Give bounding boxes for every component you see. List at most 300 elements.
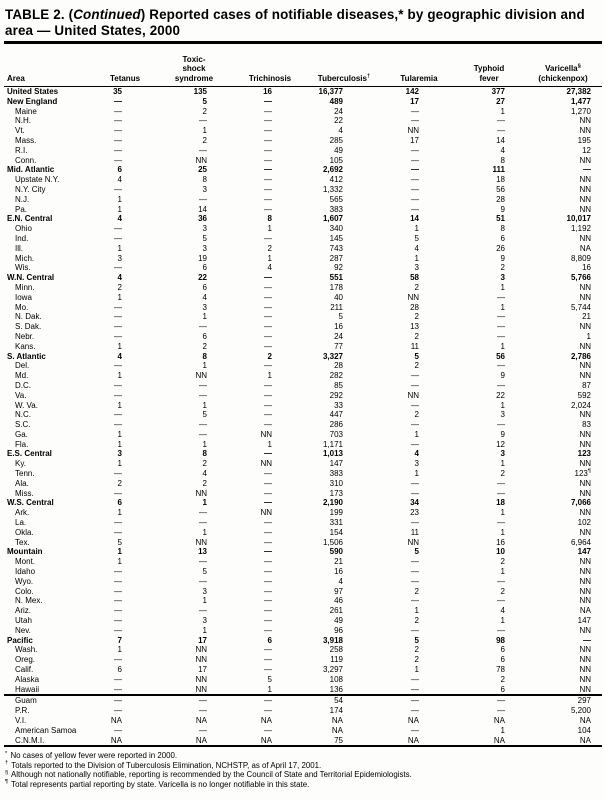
value-cell: 1 [500,567,505,577]
value-cell: 147 [577,547,591,557]
area-cell: Iowa [15,292,32,302]
value-cell: — [114,567,122,577]
value-cell: — [411,175,419,185]
value-cell: — [264,302,272,312]
value-cell: NN [579,684,591,694]
value-cell: 3 [202,184,207,194]
area-cell: Colo. [15,586,34,596]
value-cell: — [264,606,272,616]
value-cell: 9 [500,253,505,263]
value-cell: — [114,586,122,596]
value-cell: 2 [117,282,122,292]
value-cell: 4 [338,126,343,136]
area-cell: United States [7,87,59,96]
value-cell: 286 [329,420,343,430]
value-cell: 592 [577,390,591,400]
value-cell: — [497,706,505,716]
value-cell: 2 [267,243,272,253]
value-cell: — [497,312,505,322]
value-cell: NN [579,371,591,381]
value-cell: 14 [496,135,505,145]
value-cell: — [199,390,207,400]
table-row [4,87,602,97]
value-cell: NN [579,625,591,635]
value-cell: — [264,145,272,155]
value-cell: — [264,194,272,204]
area-cell: N.H. [15,116,31,126]
table-row [4,557,602,567]
table-row [4,352,602,362]
value-cell: 383 [329,469,343,479]
value-cell: NN [579,116,591,126]
value-cell: — [384,695,454,706]
value-cell: 75 [334,735,343,745]
value-cell: 173 [329,488,343,498]
value-cell: 1 [500,459,505,469]
value-cell: 1 [586,331,591,341]
value-cell: NN [260,429,272,439]
value-cell: 2 [414,331,419,341]
value-cell: — [264,380,272,390]
value-cell: 2,786 [570,351,591,361]
value-cell: — [264,322,272,332]
value-cell: 2 [414,645,419,655]
area-cell: Mass. [15,135,37,145]
value-cell: — [114,420,122,430]
value-cell: — [411,204,419,214]
value-cell: 3,297 [322,665,343,675]
value-cell: 1 [117,204,122,214]
value-cell: 34 [410,498,419,508]
value-cell: 2 [414,616,419,626]
table-row [4,626,602,636]
value-cell: 40 [334,292,343,302]
table-row [4,587,602,597]
value-cell: 1 [117,547,122,557]
area-cell: American Samoa [15,725,77,735]
value-cell: NN [579,155,591,165]
value-cell: — [114,390,122,400]
value-cell: 1 [117,508,122,518]
table-row [4,283,602,293]
value-cell: — [264,135,272,145]
area-cell: Okla. [15,527,34,537]
value-cell: — [497,361,505,371]
value-cell: — [264,449,272,459]
value-cell: 2 [202,459,207,469]
value-cell: 27 [496,96,505,106]
value-cell: 21 [334,557,343,567]
value-cell: 16 [334,322,343,332]
value-cell: 282 [329,371,343,381]
table-row [4,156,602,166]
value-cell: — [114,145,122,155]
value-cell: — [583,635,591,645]
value-cell: — [264,655,272,665]
value-cell: 123 [577,449,591,459]
table-row [4,371,602,381]
table-row [4,489,602,499]
area-cell: E.S. Central [7,449,52,459]
value-cell: — [497,292,505,302]
value-cell: 2 [202,106,207,116]
value-cell: 2 [500,586,505,596]
area-cell: N. Mex. [15,596,43,606]
value-cell: 412 [329,175,343,185]
value-cell: — [114,312,122,322]
value-cell: — [411,518,419,528]
area-cell: S. Dak. [15,322,42,332]
table-row [4,685,602,696]
value-cell: 447 [329,410,343,420]
value-cell: — [264,576,272,586]
area-cell: Hawaii [15,684,40,694]
value-cell: 1 [414,469,419,479]
value-cell: 10 [496,547,505,557]
value-cell: — [411,106,419,116]
value-cell: 24 [334,331,343,341]
area-cell: Fla. [15,439,29,449]
value-cell: — [114,410,122,420]
value-cell: 87 [582,380,591,390]
table-row [4,381,602,391]
value-cell: 2 [414,586,419,596]
value-cell: — [199,380,207,390]
area-cell: Mich. [15,253,35,263]
value-cell: 1 [117,645,122,655]
area-cell: Minn. [15,282,35,292]
value-cell: 2 [414,410,419,420]
table-territories [4,695,602,746]
value-cell: — [411,184,419,194]
value-cell: — [114,706,122,716]
value-cell: NN [579,596,591,606]
value-cell: NN [195,537,207,547]
area-cell: Wash. [15,645,38,655]
table-row [4,126,602,136]
value-cell: — [411,145,419,155]
value-cell: — [264,282,272,292]
value-cell: — [411,194,419,204]
value-cell: — [199,706,207,716]
value-cell: 383 [329,204,343,214]
area-cell: V.I. [15,716,27,725]
value-cell: 9 [500,429,505,439]
value-cell: NN [579,674,591,684]
value-cell: 13 [410,322,419,332]
value-cell: NN [579,459,591,469]
value-cell: NN [579,204,591,214]
value-cell: NN [407,292,419,302]
value-cell: 3 [414,263,419,273]
value-cell: 6 [500,645,505,655]
table-row [4,616,602,626]
area-cell: C.N.M.I. [15,735,45,745]
value-cell: 16,377 [318,87,343,96]
value-cell: NA [579,735,591,745]
value-cell: 8,809 [570,253,591,263]
value-cell: — [199,606,207,616]
table-row [4,97,602,107]
value-cell: 22 [198,273,207,283]
value-cell: — [264,725,272,735]
value-cell: — [114,684,122,694]
value-cell: 1,270 [570,106,591,116]
value-cell: — [411,625,419,635]
value-cell: 4 [414,449,419,459]
value-cell: NN [579,126,591,136]
value-cell: — [114,224,122,234]
value-cell: — [114,96,122,106]
table-row [4,342,602,352]
value-cell: 56 [496,184,505,194]
value-cell: 135 [193,87,207,96]
value-cell: — [264,518,272,528]
value-cell: — [264,390,272,400]
value-cell: — [411,725,419,735]
area-cell: Idaho [15,567,36,577]
value-cell: NN [579,665,591,675]
value-cell: 3 [117,449,122,459]
area-cell: Del. [15,361,30,371]
value-cell: — [98,695,152,706]
value-cell: 22 [496,390,505,400]
value-cell: NA [407,735,419,745]
footnote: † Totals reported to the Division of Tuberculosis Elimination, NCHSTP, as of April 17, 2001. [5,760,322,770]
table-row [4,547,602,557]
value-cell: — [264,625,272,635]
value-cell: 1,013 [322,449,343,459]
value-cell: 285 [329,135,343,145]
table-row [4,695,602,706]
value-cell: 2 [414,312,419,322]
value-cell: 1 [500,302,505,312]
value-cell: 1 [202,126,207,136]
value-cell: NN [260,508,272,518]
value-cell: 565 [329,194,343,204]
value-cell: NN [579,576,591,586]
value-cell: 4 [500,606,505,616]
value-cell: — [497,576,505,586]
area-cell: Mid. Atlantic [7,165,55,175]
value-cell: — [114,361,122,371]
value-cell: 3 [202,224,207,234]
value-cell: 1 [414,665,419,675]
table-row [4,469,602,479]
area-cell: Conn. [15,155,37,165]
value-cell: 743 [329,243,343,253]
value-cell: — [264,400,272,410]
value-cell: NA [407,716,419,725]
area-cell: Ala. [15,478,29,488]
value-cell: 1,477 [570,96,591,106]
table-title-prefix: TABLE 2. ( [5,7,74,22]
value-cell: 33 [334,400,343,410]
table-row [4,391,602,401]
column-header: Typhoid fever [473,64,505,83]
value-cell: — [411,155,419,165]
value-cell: — [497,116,505,126]
value-cell: NN [407,537,419,547]
value-cell: 77 [334,341,343,351]
value-cell: — [114,331,122,341]
value-cell: 4 [500,145,505,155]
value-cell: — [264,420,272,430]
value-cell: — [411,165,419,175]
table-row [4,401,602,411]
value-cell: 1 [500,341,505,351]
value-cell: — [264,106,272,116]
table-row [4,410,602,420]
value-cell: 1 [202,498,207,508]
value-cell: 105 [329,155,343,165]
table-row [4,479,602,489]
table-row [4,567,602,577]
value-cell: — [264,116,272,126]
value-cell: 123¶ [574,468,591,479]
area-cell: Ga. [15,429,28,439]
value-cell: 1 [117,194,122,204]
area-cell: Maine [15,106,37,116]
value-cell: 16 [263,87,272,96]
value-cell: — [264,616,272,626]
value-cell: NN [579,361,591,371]
value-cell: — [411,371,419,381]
value-cell: — [199,322,207,332]
value-cell: 2 [117,478,122,488]
value-cell: NN [579,282,591,292]
value-cell: 1 [117,341,122,351]
value-cell: NN [407,390,419,400]
value-cell: — [114,322,122,332]
value-cell: 3 [202,586,207,596]
value-cell: — [264,361,272,371]
value-cell: 4 [338,576,343,586]
value-cell: NA [110,716,122,725]
area-cell: Utah [15,616,32,626]
value-cell: — [411,576,419,586]
value-cell: — [264,204,272,214]
value-cell: — [264,557,272,567]
value-cell: 17 [410,96,419,106]
value-cell: 36 [198,214,207,224]
value-cell: 297 [524,695,602,706]
value-cell: NA [579,716,591,725]
value-cell: 13 [198,547,207,557]
value-cell: — [264,527,272,537]
value-cell: 1 [267,439,272,449]
value-cell: — [497,488,505,498]
value-cell: 1,192 [570,224,591,234]
value-cell: 5 [202,96,207,106]
table-row [4,136,602,146]
value-cell: — [454,695,524,706]
value-cell: NA [110,735,122,745]
area-cell: Ky. [15,459,26,469]
value-cell: 292 [329,390,343,400]
value-cell: — [497,625,505,635]
value-cell: 258 [329,645,343,655]
area-cell: Alaska [15,674,40,684]
value-cell: — [264,165,272,175]
value-cell: — [264,498,272,508]
value-cell: 3 [414,459,419,469]
footnote: § Although not nationally notifiable, reporting is recommended by the Council of State and Territorial Epidemiologists. [5,769,412,780]
value-cell: 24 [334,106,343,116]
value-cell: 287 [329,253,343,263]
value-cell: 7 [117,635,122,645]
value-cell: 2 [500,469,505,479]
area-cell: D.C. [15,380,31,390]
table-row [4,726,602,736]
value-cell: 147 [329,459,343,469]
value-cell: — [114,302,122,312]
value-cell: 28 [496,194,505,204]
value-cell: 3 [202,616,207,626]
value-cell: 14 [410,214,419,224]
value-cell: — [264,596,272,606]
value-cell: 1 [117,371,122,381]
table-row [4,675,602,685]
value-cell: 4 [117,351,122,361]
value-cell: 3 [202,302,207,312]
value-cell: 1 [500,725,505,735]
area-cell: Upstate N.Y. [15,175,60,185]
value-cell: — [114,488,122,498]
value-cell: 35 [113,87,122,96]
value-cell: — [264,586,272,596]
value-cell: 1 [202,312,207,322]
value-cell: 9 [500,204,505,214]
column-header: Varicella§ (chickenpox) [538,63,588,83]
table-row [4,420,602,430]
column-header: Trichinosis [248,73,292,83]
value-cell: — [114,616,122,626]
value-cell: NN [579,439,591,449]
value-cell: — [114,106,122,116]
value-cell: — [114,135,122,145]
value-cell: — [114,518,122,528]
value-cell: — [583,165,591,175]
value-cell: 3,918 [322,635,343,645]
table-title-text: ) Reported cases of notifiable diseases,* by geographic division and area — United States, 2000 [5,7,585,38]
value-cell: 25 [198,165,207,175]
value-cell: 1,171 [322,439,343,449]
table-row [4,736,602,747]
table-row [4,303,602,313]
column-header: Tetanus [109,73,141,83]
area-cell: Ark. [15,508,30,518]
area-cell: Wyo. [15,576,34,586]
value-cell: 7,066 [570,498,591,508]
value-cell: 6 [500,655,505,665]
value-cell: — [264,469,272,479]
area-cell: Ind. [15,233,29,243]
value-cell: 1 [414,224,419,234]
area-cell: Tex. [15,537,30,547]
value-cell: 49 [334,616,343,626]
area-cell: Nebr. [15,331,35,341]
value-cell: 6 [500,233,505,243]
value-cell: 5 [414,547,419,557]
value-cell: 111 [492,165,505,175]
value-cell: 51 [496,214,505,224]
value-cell: 4 [117,214,122,224]
value-cell: — [114,233,122,243]
value-cell: 2,024 [570,400,591,410]
value-cell: 78 [496,665,505,675]
table-row [4,645,602,655]
